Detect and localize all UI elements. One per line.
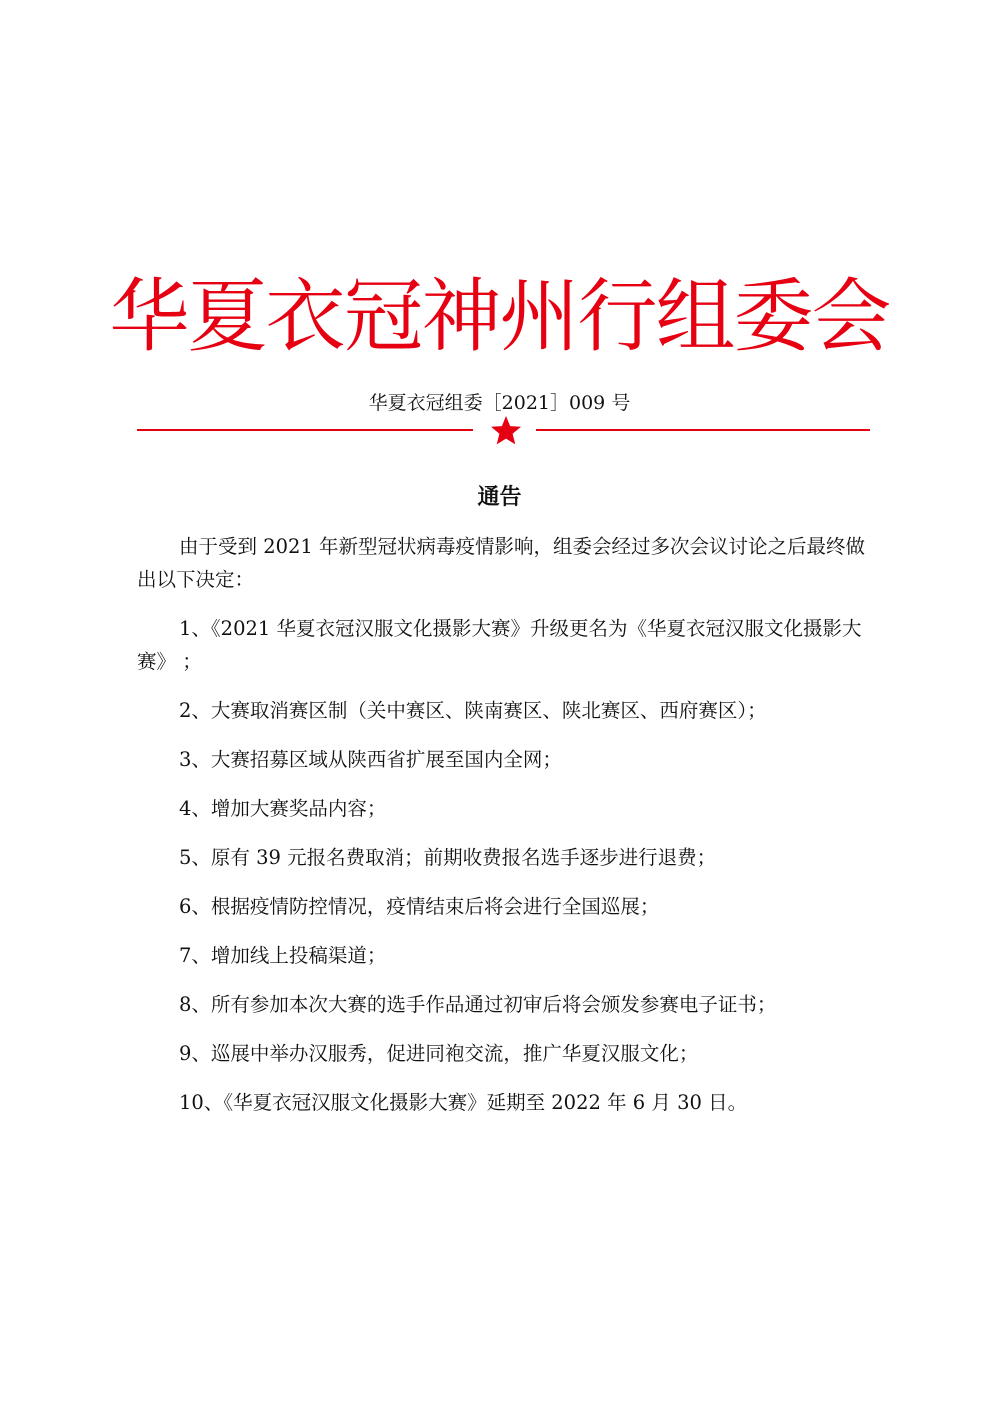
notice-item-4: 4、增加大赛奖品内容； [179, 797, 387, 820]
notice-item-5: 5、原有 39 元报名费取消；前期收费报名选手逐步进行退费； [179, 846, 717, 869]
notice-item-7: 7、增加线上投稿渠道； [179, 944, 387, 967]
notice-item-6: 6、根据疫情防控情况，疫情结束后将会进行全国巡展； [179, 895, 660, 918]
document-number: 华夏衣冠组委［2021］009 号 [368, 392, 631, 414]
notice-item-1: 1、《2021 华夏衣冠汉服文化摄影大赛》升级更名为《华夏衣冠汉服文化摄影大赛》 ； [137, 617, 862, 673]
notice-item-2: 2、大赛取消赛区制（关中赛区、陕南赛区、陕北赛区、西府赛区）； [179, 699, 767, 722]
notice-item-9: 9、巡展中举办汉服秀，促进同袍交流，推广华夏汉服文化； [179, 1042, 699, 1065]
red-rule-right [536, 429, 870, 431]
red-rule-left [137, 429, 473, 431]
notice-item-10: 10、《华夏衣冠汉服文化摄影大赛》延期至 2022 年 6 月 30 日。 [179, 1091, 748, 1114]
organization-masthead: 华夏衣冠神州行组委会 [109, 270, 890, 363]
notice-title: 通告 [477, 485, 522, 510]
notice-intro: 由于受到 2021 年新型冠状病毒疫情影响，组委会经过多次会议讨论之后最终做出以下决定： [137, 535, 866, 591]
red-star-icon [490, 414, 522, 446]
notice-item-8: 8、所有参加本次大赛的选手作品通过初审后将会颁发参赛电子证书； [179, 993, 777, 1016]
notice-body [137, 530, 872, 1135]
notice-item-3: 3、大赛招募区域从陕西省扩展至国内全网； [179, 748, 562, 771]
